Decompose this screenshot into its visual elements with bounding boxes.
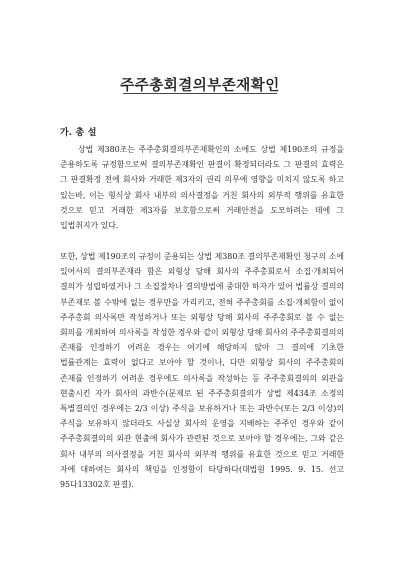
paragraph-1: 상법 제380조는 주주총회결의부존재확인의 소에도 상법 제190조의 규정을 준용하도록 규정함으로써 결의부존재확인 판결이 확정되더라도 그 판결의 효력은 그 판결확정 전에 회사와 거래한 제3자의 권리 의무에 영향을 미치지 않도록 하고 있는바, 이는 형식상 회사 내부의 의사결정을 거친 회사의 외부적 행위를 유효한 것으로 믿고 거래한 제3자를 보호함으로써 거래안전을 도모하려는 데에 그 입법취지가 있다. — [60, 145, 344, 231]
paragraph-2: 또한, 상법 제190조의 규정이 준용되는 상법 제380조 결의부존재확인 청구의 소에 있어서의 결의부존재라 함은 외형상 당해 회사의 주주총회로서 소집·개최되어 결의가 성립하였거나 그 소집절차나 결의방법에 중대한 하자가 있어 법률상 결의의 부존재로 볼 수밖에 없는 경우만을 가리키고, 전혀 주주총회를 소집·개최함이 없이 주주총회 의사록만 작성하거나 또는 외형상 당해 회사의 주주총회로 볼 수 없는 회의를 개최하여 의사록을 작성한 경우와 같이 외형상 당해 회사의 주주총회결의의 존재를 인정하기 어려운 경우는 여기에 해당하지 않아 그 결의에 기초한 법률관계는 효력이 없다고 보아야 할 것이나, 다만 외형상 회사의 주주총회의 존재를 인정하기 어려운 경우에도 의사록을 작성하는 등 주주총회결의의 외관을 현출시킨 자가 회사의 과반수(문제로 된 주주총회결의가 상법 제434조 소정의 특별결의인 경우에는 2/3 이상) 주식을 보유하거나 또는 과반수(또는 2/3 이상)의 주식을 보유하지 않더라도 사실상 회사의 운영을 지배하는 주주인 경우와 같이 주주총회결의의 외관 현출에 회사가 관련된 것으로 보아야 할 경우에는, 그와 같은 회사 내부의 의사결정을 거친 회사의 외부적 행위를 유효한 것으로 믿고 거래한 자에 대하여는 회사의 책임을 인정함이 타당하다(대법원 1995. 9. 15. 선고 95다13302호 판결). — [60, 252, 344, 490]
section-heading: 가. 총 설 — [60, 128, 97, 138]
page-title: 주주총회결의부존재확인 — [120, 77, 280, 94]
title-underline — [123, 93, 277, 94]
